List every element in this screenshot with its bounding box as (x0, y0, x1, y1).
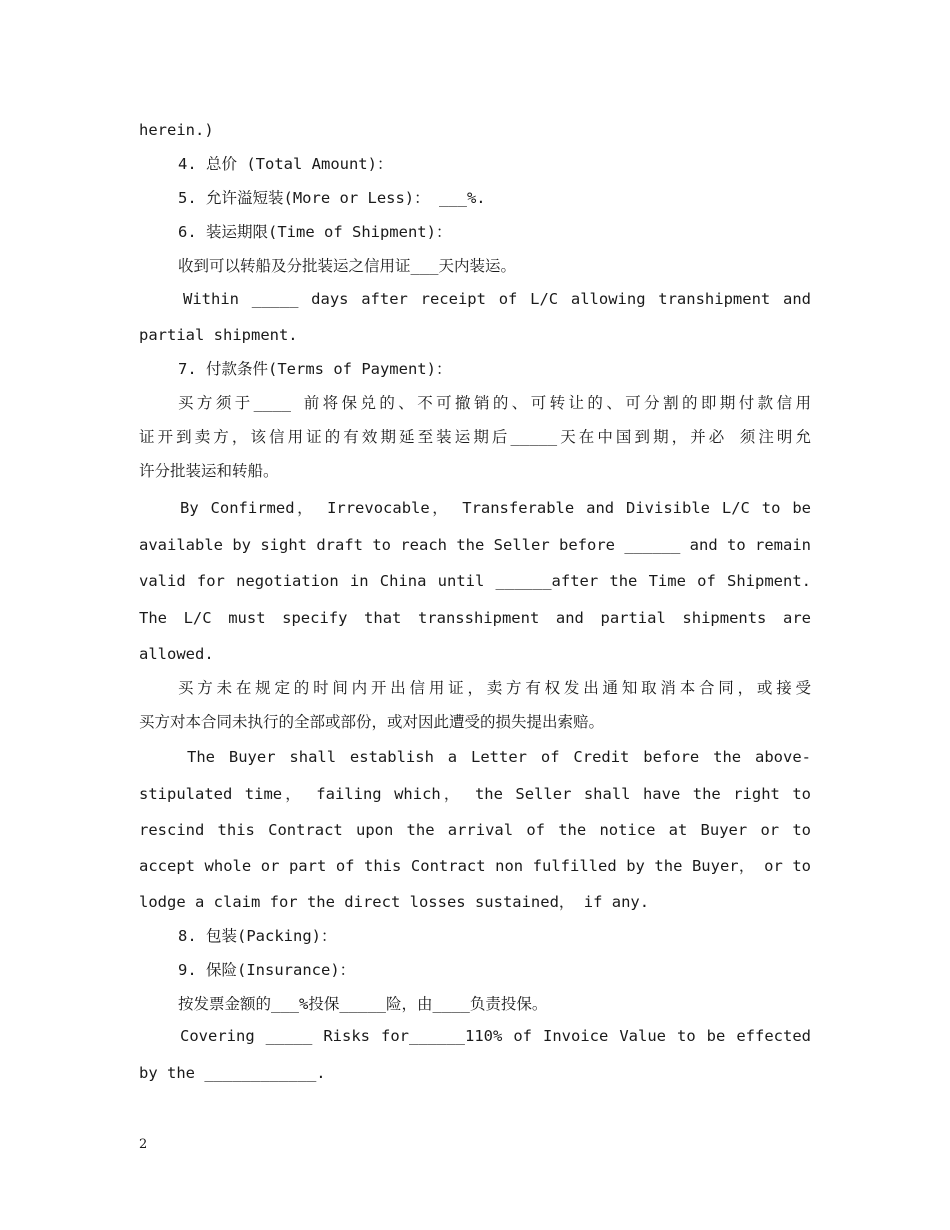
text-line: 买方须于____ 前将保兑的、不可撤销的、可转让的、可分割的即期付款信用 (178, 394, 811, 412)
text-line: 许分批装运和转船。 (139, 462, 279, 480)
text-line: The Buyer shall establish a Letter of Credit before the above- (187, 748, 811, 766)
terms-of-payment-heading: 7. 付款条件(Terms of Payment)： (178, 360, 452, 378)
text-line: rescind this Contract upon the arrival of the notice at Buyer or to (139, 821, 811, 839)
text-line: by the ____________. (139, 1064, 326, 1082)
time-of-shipment-heading: 6. 装运期限(Time of Shipment)： (178, 223, 452, 241)
text-line: partial shipment. (139, 326, 298, 344)
page-number: 2 (139, 1137, 148, 1152)
text-line: Covering _____ Risks for______110% of Invoice Value to be effected (180, 1027, 811, 1045)
text-line: 收到可以转船及分批装运之信用证___天内装运。 (178, 257, 516, 275)
insurance-heading: 9. 保险(Insurance)： (178, 961, 356, 979)
text-line: 证开到卖方，该信用证的有效期延至装运期后_____天在中国到期，并必 须注明允 (139, 428, 811, 446)
text-line: herein.) (139, 121, 214, 139)
packing-heading: 8. 包装(Packing)： (178, 927, 337, 945)
text-line: Within _____ days after receipt of L/C allowing transhipment and (183, 290, 811, 308)
text-line: 买方对本合同未执行的全部或部份，或对因此遭受的损失提出索赔。 (139, 713, 605, 731)
text-line: accept whole or part of this Contract non fulfilled by the Buyer， or to (139, 857, 811, 875)
text-line: lodge a claim for the direct losses sustained， if any. (139, 893, 650, 911)
more-or-less-heading: 5. 允许溢短装(More or Less)： ___%. (178, 189, 486, 207)
text-line: 买方未在规定的时间内开出信用证，卖方有权发出通知取消本合同，或接受 (178, 679, 811, 697)
text-line: By Confirmed， Irrevocable， Transferable and Divisible L/C to be (180, 499, 811, 517)
text-line: The L/C must specify that transshipment and partial shipments are (139, 609, 811, 627)
text-line: allowed. (139, 645, 214, 663)
text-line: 按发票金额的___%投保_____险，由____负责投保。 (178, 995, 548, 1013)
text-line: stipulated time， failing which， the Seller shall have the right to (139, 785, 811, 803)
total-amount-heading: 4. 总价 (Total Amount)： (178, 155, 393, 173)
text-line: available by sight draft to reach the Seller before ______ and to remain (139, 536, 811, 554)
text-line: valid for negotiation in China until ______after the Time of Shipment. (139, 572, 811, 590)
